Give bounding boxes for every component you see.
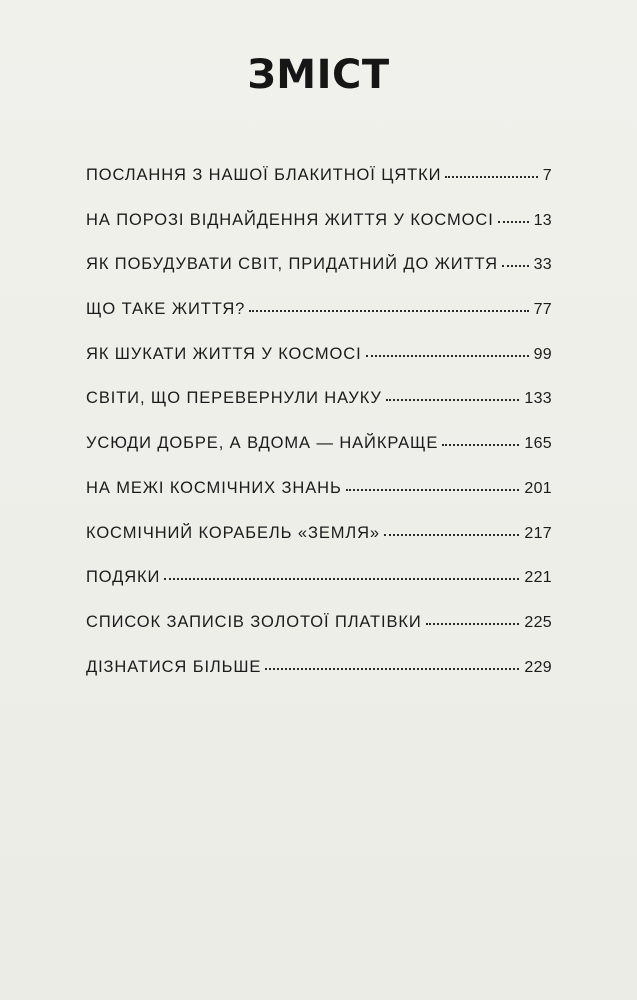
toc-entry-title: ДІЗНАТИСЯ БІЛЬШЕ [86, 657, 262, 676]
toc-entry-title: СПИСОК ЗАПИСІВ ЗОЛОТОЇ ПЛАТІВКИ [86, 612, 422, 631]
toc-entry-page: 201 [524, 479, 552, 497]
toc-entry-page: 33 [533, 256, 552, 274]
toc-dot-leader [445, 176, 537, 178]
toc-entry [86, 568, 552, 613]
toc-entry-page: 217 [524, 524, 552, 542]
toc-entry-title: НА МЕЖІ КОСМІЧНИХ ЗНАНЬ [86, 478, 342, 497]
toc-dot-leader [426, 623, 520, 625]
toc-entry-title: ПОДЯКИ [86, 568, 161, 587]
toc-dot-leader [384, 534, 519, 536]
toc-dot-leader [346, 489, 520, 491]
toc-entry-title: НА ПОРОЗІ ВІДНАЙДЕННЯ ЖИТТЯ У КОСМОСІ [86, 210, 494, 229]
toc-entry-page: 7 [542, 167, 552, 184]
toc-entry-title: ПОСЛАННЯ З НАШОЇ БЛАКИТНОЇ ЦЯТКИ [86, 166, 442, 184]
toc-entry-page: 229 [524, 658, 552, 676]
toc-entry [86, 166, 552, 211]
toc-dot-leader [366, 355, 529, 357]
toc-entry-page: 99 [533, 345, 552, 363]
toc-entry-title: ЯК ПОБУДУВАТИ СВІТ, ПРИДАТНИЙ ДО ЖИТТЯ [86, 255, 498, 274]
toc-entry-page: 77 [533, 301, 552, 319]
toc-entry [86, 211, 552, 256]
toc-entry-title: ЩО ТАКЕ ЖИТТЯ? [86, 300, 246, 319]
toc-dot-leader [498, 221, 529, 223]
toc-entry [86, 300, 552, 345]
toc-entry-title: КОСМІЧНИЙ КОРАБЕЛЬ «ЗЕМЛЯ» [86, 523, 380, 542]
toc-entry [86, 524, 552, 569]
table-of-contents [86, 166, 552, 702]
toc-entry-page: 225 [524, 613, 552, 631]
toc-entry-page: 133 [524, 390, 552, 408]
toc-entry-title: УСЮДИ ДОБРЕ, А ВДОМА — НАЙКРАЩЕ [86, 434, 439, 453]
toc-entry-title: СВІТИ, ЩО ПЕРЕВЕРНУЛИ НАУКУ [86, 389, 382, 408]
toc-dot-leader [386, 399, 520, 401]
toc-entry-page: 165 [524, 435, 552, 453]
toc-entry [86, 479, 552, 524]
toc-dot-leader [265, 668, 519, 670]
toc-entry [86, 434, 552, 479]
toc-dot-leader [249, 310, 528, 312]
toc-entry-page: 13 [533, 211, 552, 229]
toc-entry-page: 221 [524, 569, 552, 587]
toc-dot-leader [164, 578, 519, 580]
toc-entry [86, 613, 552, 658]
toc-entry [86, 345, 552, 390]
toc-entry [86, 658, 552, 703]
toc-dot-leader [502, 265, 529, 267]
page-title: ЗМІСТ [247, 52, 390, 98]
toc-entry [86, 255, 552, 300]
toc-dot-leader [442, 444, 519, 446]
toc-entry-title: ЯК ШУКАТИ ЖИТТЯ У КОСМОСІ [86, 344, 362, 363]
toc-entry [86, 389, 552, 434]
